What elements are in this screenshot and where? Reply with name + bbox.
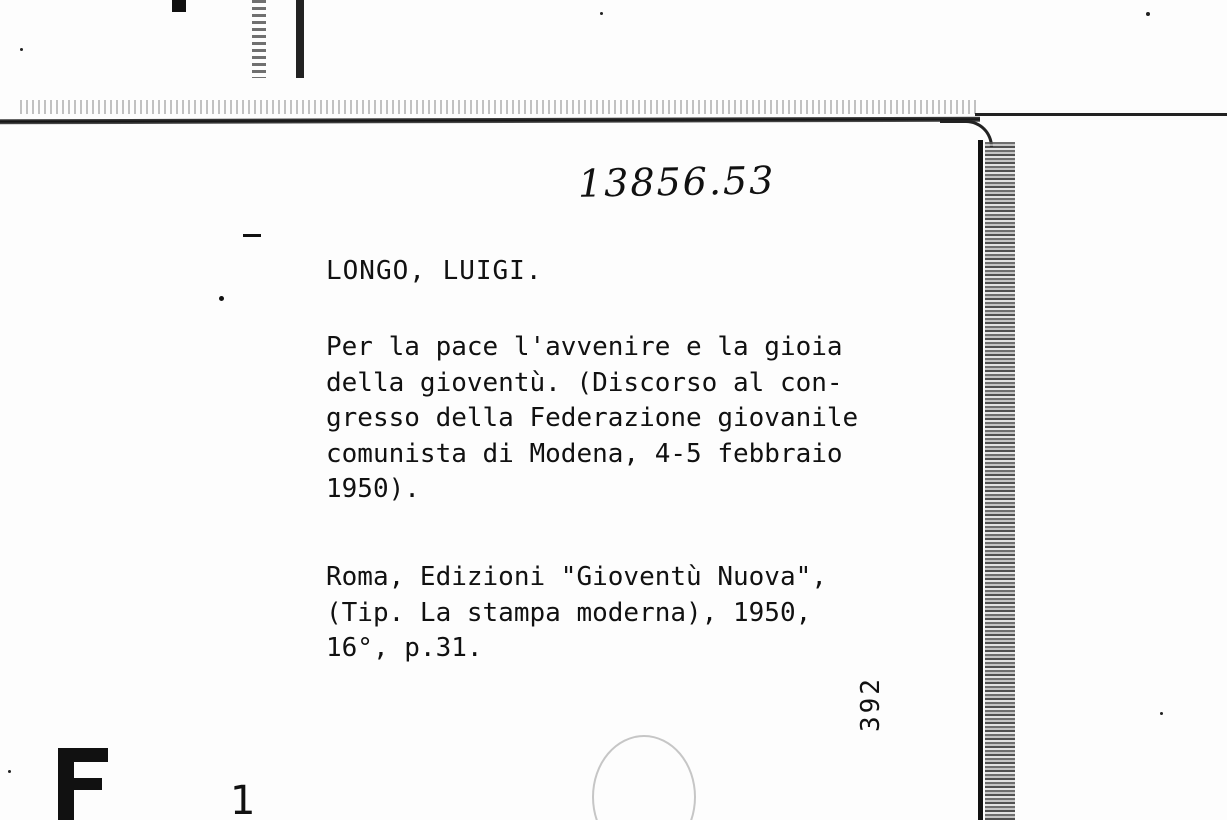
previous-card-dotted-edge: [20, 100, 980, 114]
noise-speck: [600, 12, 603, 15]
noise-speck: [20, 48, 23, 51]
card-right-edge-line: [978, 140, 983, 820]
card-top-edge-right: [975, 113, 1227, 116]
call-number: 392: [856, 676, 886, 732]
top-ink-mark: [172, 0, 186, 12]
imprint-line: (Tip. La stampa moderna), 1950,: [326, 597, 812, 628]
title-line: Per la pace l'avvenire e la gioia: [326, 332, 843, 362]
title-block: [326, 330, 976, 508]
stray-dash-mark: [243, 234, 261, 237]
title-line: 1950).: [326, 474, 420, 504]
imprint-block: [326, 560, 976, 667]
stray-dot-mark: [219, 296, 224, 301]
imprint-line: Roma, Edizioni "Gioventù Nuova",: [326, 562, 827, 592]
title-line: comunista di Modena, 4-5 febbraio: [326, 438, 843, 469]
punch-hole-outline: [592, 735, 696, 820]
stamp-letter-f: [58, 748, 110, 820]
noise-speck: [8, 770, 11, 773]
accession-number: 13856.53: [577, 158, 776, 206]
noise-speck: [1146, 12, 1150, 16]
author-heading: LONGO, LUIGI.: [326, 256, 543, 286]
stray-numeral-mark: 1: [230, 778, 256, 820]
title-line: della gioventù. (Discorso al con-: [326, 367, 843, 398]
binding-perforation-top-left: [252, 0, 266, 78]
card-right-edge-texture: [985, 142, 1015, 820]
binding-bar-top: [296, 0, 304, 78]
title-line: gresso della Federazione giovanile: [326, 403, 859, 433]
imprint-line: 16°, p.31.: [326, 633, 483, 663]
noise-speck: [1160, 712, 1163, 715]
